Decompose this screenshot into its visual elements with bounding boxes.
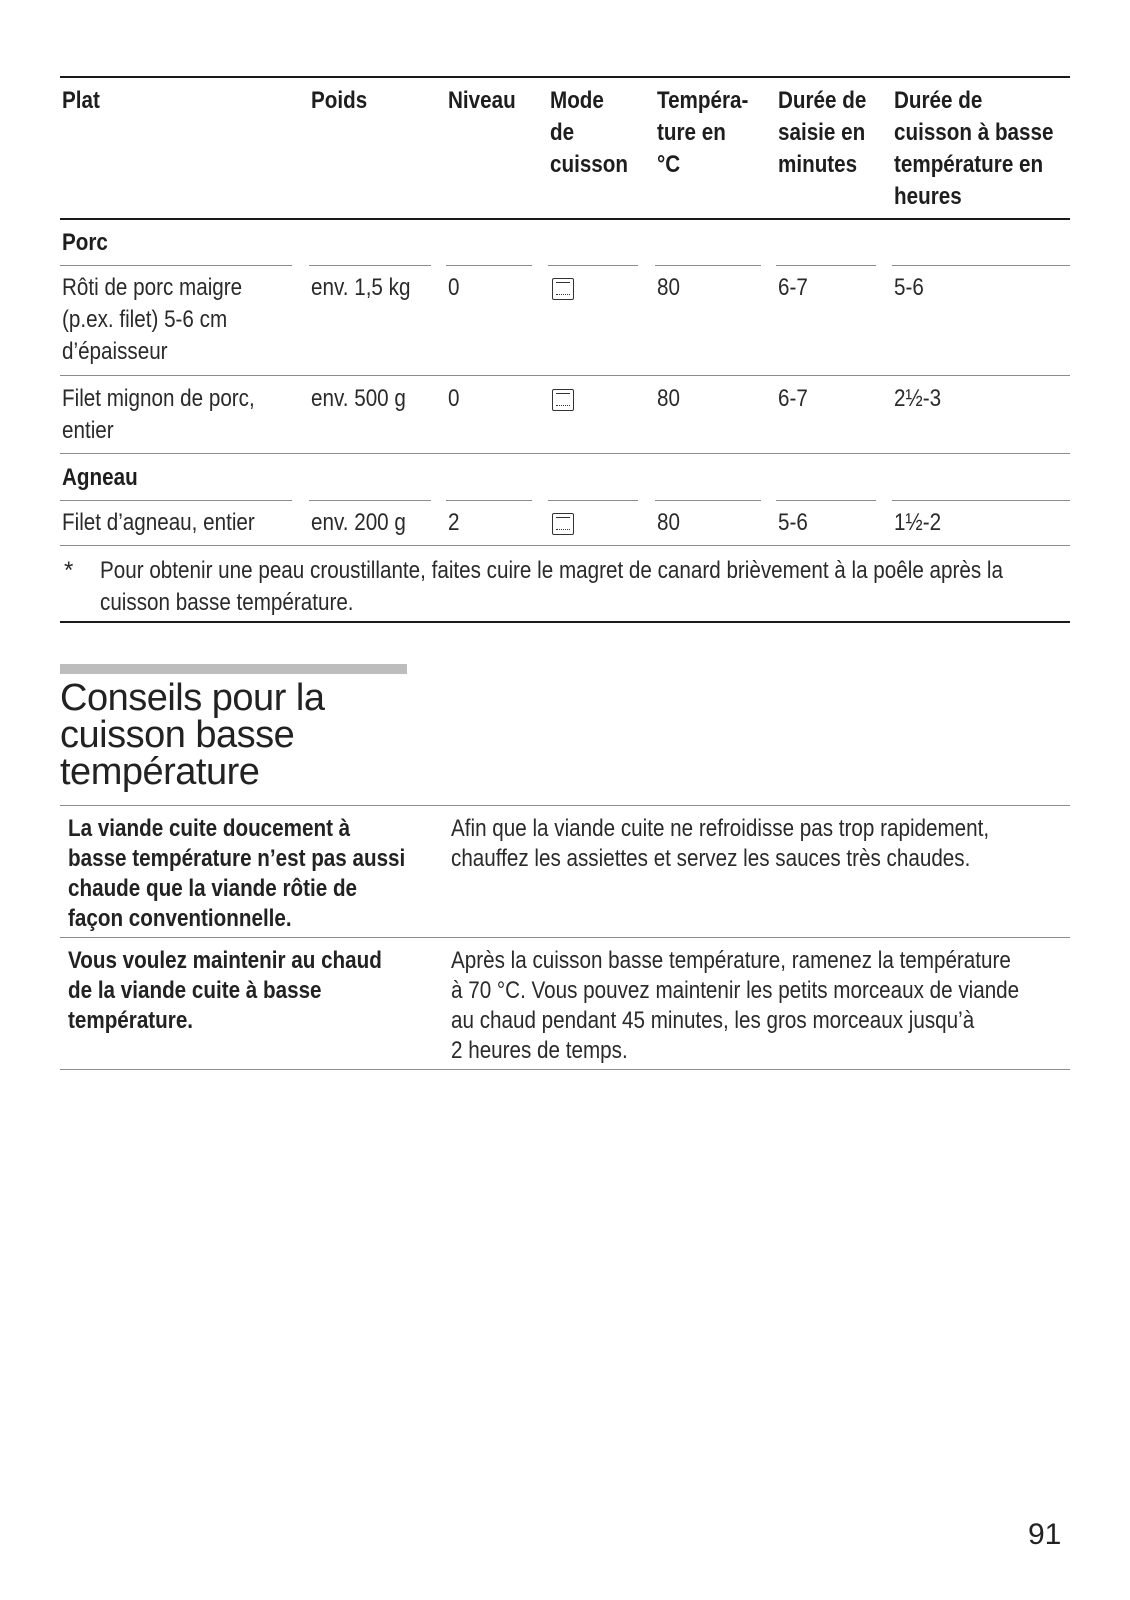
table-row-2-poids: env. 500 g bbox=[311, 385, 406, 412]
tips-divider bbox=[60, 937, 1070, 938]
row-divider bbox=[60, 453, 1070, 454]
row-divider bbox=[892, 500, 1070, 501]
table-row-3-basse: 1½-2 bbox=[894, 509, 942, 536]
row-divider bbox=[446, 265, 532, 266]
table-row-2-plat: Filet mignon de porc, entier bbox=[62, 385, 255, 444]
tips-top-rule bbox=[60, 805, 1070, 806]
row-divider bbox=[309, 500, 431, 501]
tips-bottom-rule bbox=[60, 1069, 1070, 1070]
table-row-3-poids: env. 200 g bbox=[311, 509, 406, 536]
row-divider bbox=[776, 500, 876, 501]
table-row-3-niveau: 2 bbox=[448, 509, 460, 536]
low-temp-cooking-icon bbox=[552, 389, 574, 411]
table-row-1-temperature: 80 bbox=[657, 274, 680, 301]
header-duree-basse: Durée de cuisson à basse température en heures bbox=[894, 87, 1054, 210]
table-row-1-plat: Rôti de porc maigre (p.ex. filet) 5-6 cm d’épaisseur bbox=[62, 274, 243, 365]
page-number: 91 bbox=[1028, 1518, 1062, 1551]
header-duree-saisie: Durée de saisie en minutes bbox=[778, 87, 867, 178]
group-label-porc: Porc bbox=[62, 229, 108, 256]
table-row-2-saisie: 6-7 bbox=[778, 385, 808, 412]
header-niveau: Niveau bbox=[448, 87, 516, 114]
row-divider bbox=[548, 500, 638, 501]
tip-1-solution: Afin que la viande cuite ne refroidisse pas trop rapidement, chauffez les assiettes et servez les sauces très chaudes. bbox=[451, 815, 990, 872]
table-top-rule bbox=[60, 76, 1070, 78]
row-divider bbox=[655, 265, 761, 266]
header-plat: Plat bbox=[62, 87, 100, 114]
row-divider bbox=[60, 500, 292, 501]
table-row-2-temperature: 80 bbox=[657, 385, 680, 412]
table-row-1-niveau: 0 bbox=[448, 274, 460, 301]
header-mode: Mode de cuisson bbox=[550, 87, 629, 178]
row-divider bbox=[655, 500, 761, 501]
table-row-3-temperature: 80 bbox=[657, 509, 680, 536]
tip-2-solution: Après la cuisson basse température, ramenez la température à 70 °C. Vous pouvez maintenir les petits morceaux de viande au chaud pendant 45 minutes, les gros morceaux jusqu’à 2 heures de temps. bbox=[451, 947, 1020, 1064]
table-bottom-rule bbox=[60, 621, 1070, 623]
row-divider bbox=[776, 265, 876, 266]
section-title: Conseils pour la cuisson basse température bbox=[60, 677, 325, 793]
group-label-agneau: Agneau bbox=[62, 464, 138, 491]
table-row-2-niveau: 0 bbox=[448, 385, 460, 412]
table-row-1-poids: env. 1,5 kg bbox=[311, 274, 411, 301]
row-divider bbox=[548, 265, 638, 266]
low-temp-cooking-icon bbox=[552, 278, 574, 300]
header-bottom-rule bbox=[60, 218, 1070, 220]
table-row-3-plat: Filet d’agneau, entier bbox=[62, 509, 255, 536]
table-row-1-basse: 5-6 bbox=[894, 274, 924, 301]
row-divider bbox=[60, 545, 1070, 546]
row-divider bbox=[446, 500, 532, 501]
tip-1-problem: La viande cuite doucement à basse température n’est pas aussi chaude que la viande rôtie de façon conventionnelle. bbox=[68, 815, 406, 932]
row-divider bbox=[60, 265, 292, 266]
tip-2-problem: Vous voulez maintenir au chaud de la viande cuite à basse température. bbox=[68, 947, 382, 1034]
footnote-text: Pour obtenir une peau croustillante, faites cuire le magret de canard brièvement à la poêle après la cuisson basse température. bbox=[100, 557, 1003, 616]
table-row-1-saisie: 6-7 bbox=[778, 274, 808, 301]
row-divider bbox=[309, 265, 431, 266]
header-temperature: Tempéra- ture en °C bbox=[657, 87, 749, 178]
footnote-mark: * bbox=[64, 557, 74, 584]
section-accent-bar bbox=[60, 664, 407, 674]
row-divider bbox=[60, 375, 1070, 376]
table-row-3-saisie: 5-6 bbox=[778, 509, 808, 536]
table-row-2-basse: 2½-3 bbox=[894, 385, 942, 412]
row-divider bbox=[892, 265, 1070, 266]
header-poids: Poids bbox=[311, 87, 368, 114]
low-temp-cooking-icon bbox=[552, 513, 574, 535]
